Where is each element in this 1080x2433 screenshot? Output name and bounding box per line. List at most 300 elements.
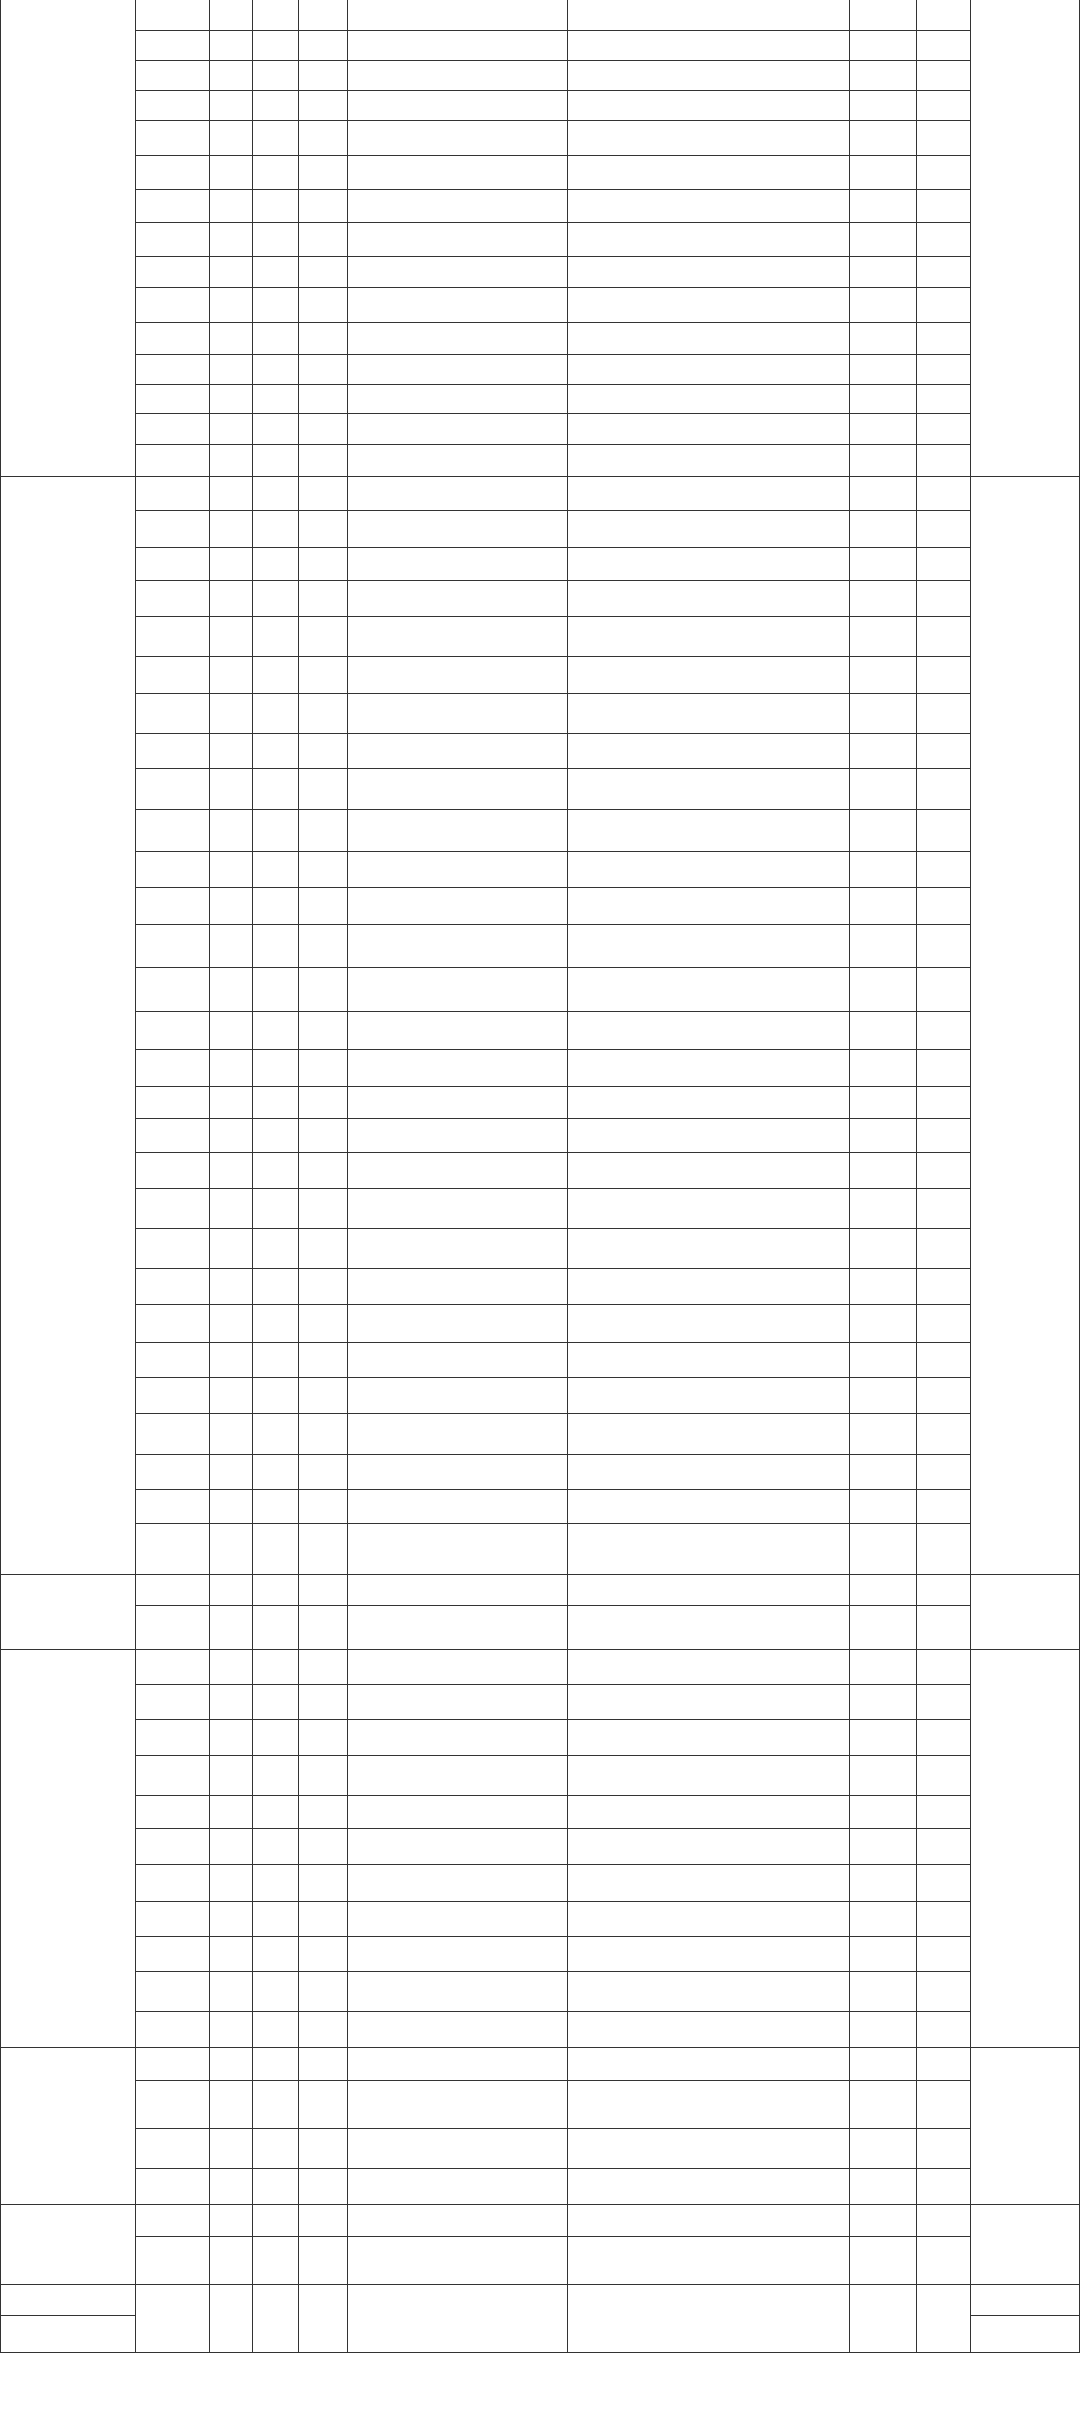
major-cell: [347, 120, 567, 155]
education-cell: [252, 256, 298, 287]
education-cell: [252, 1828, 298, 1864]
count-cell: [209, 809, 252, 851]
major-cell: [347, 1684, 567, 1719]
degree-cell: [298, 1523, 347, 1574]
ratio-cell: [916, 1118, 970, 1152]
position-cell: [135, 1049, 209, 1086]
education-cell: [252, 287, 298, 322]
major-cell: [347, 1268, 567, 1304]
degree-cell: [298, 1719, 347, 1755]
education-cell: [252, 354, 298, 384]
major-cell: [347, 1118, 567, 1152]
ratio-cell: [916, 887, 970, 924]
requirement-cell: [567, 322, 849, 354]
count-cell: [209, 30, 252, 60]
position-cell: [135, 1574, 209, 1605]
degree-cell: [298, 322, 347, 354]
exam-cell: [849, 1489, 916, 1523]
degree-cell: [298, 444, 347, 476]
position-cell: [135, 354, 209, 384]
degree-cell: [298, 1342, 347, 1377]
degree-cell: [298, 287, 347, 322]
ratio-cell: [916, 1719, 970, 1755]
exam-cell: [849, 354, 916, 384]
exam-cell: [849, 1649, 916, 1684]
exam-cell: [849, 1304, 916, 1342]
count-cell: [209, 1684, 252, 1719]
position-cell: [135, 733, 209, 768]
ratio-cell: [916, 1011, 970, 1049]
count-cell: [209, 1413, 252, 1454]
ratio-cell: [916, 924, 970, 967]
requirement-cell: [567, 1605, 849, 1649]
exam-cell: [849, 1342, 916, 1377]
exam-cell: [849, 1684, 916, 1719]
table-bottom-border: [0, 2352, 1080, 2353]
count-cell: [209, 1152, 252, 1188]
education-cell: [252, 120, 298, 155]
contact-cell: [970, 0, 1080, 476]
ratio-cell: [916, 476, 970, 510]
count-cell: [209, 768, 252, 809]
count-cell: [209, 189, 252, 222]
education-cell: [252, 2080, 298, 2128]
education-cell: [252, 1188, 298, 1228]
total-count: [209, 2315, 252, 2352]
exam-cell: [849, 1268, 916, 1304]
count-cell: [209, 1719, 252, 1755]
major-cell: [347, 1901, 567, 1936]
degree-cell: [298, 1489, 347, 1523]
contact-cell: [970, 2047, 1080, 2204]
requirement-cell: [567, 256, 849, 287]
requirement-cell: [567, 2011, 849, 2047]
degree-cell: [298, 1118, 347, 1152]
requirement-cell: [567, 1684, 849, 1719]
exam-cell: [849, 1049, 916, 1086]
ratio-cell: [916, 809, 970, 851]
ratio-cell: [916, 1605, 970, 1649]
count-cell: [209, 222, 252, 256]
count-cell: [209, 656, 252, 693]
requirement-cell: [567, 30, 849, 60]
major-cell: [347, 90, 567, 120]
count-cell: [209, 2168, 252, 2204]
major-cell: [347, 444, 567, 476]
position-cell: [135, 2128, 209, 2168]
education-cell: [252, 1304, 298, 1342]
position-cell: [135, 1719, 209, 1755]
column-border: [209, 0, 210, 2352]
ratio-cell: [916, 1228, 970, 1268]
unit-cell: [0, 2284, 135, 2315]
ratio-cell: [916, 693, 970, 733]
ratio-cell: [916, 60, 970, 90]
requirement-cell: [567, 1828, 849, 1864]
position-cell: [135, 924, 209, 967]
major-cell: [347, 189, 567, 222]
position-cell: [135, 547, 209, 580]
ratio-cell: [916, 2128, 970, 2168]
count-cell: [209, 1574, 252, 1605]
count-cell: [209, 444, 252, 476]
exam-cell: [849, 733, 916, 768]
ratio-cell: [916, 287, 970, 322]
degree-cell: [298, 256, 347, 287]
education-cell: [252, 1901, 298, 1936]
ratio-cell: [916, 413, 970, 444]
count-cell: [209, 384, 252, 413]
requirement-cell: [567, 1086, 849, 1118]
position-cell: [135, 1936, 209, 1971]
education-cell: [252, 1011, 298, 1049]
major-cell: [347, 2011, 567, 2047]
exam-cell: [849, 1086, 916, 1118]
exam-cell: [849, 1828, 916, 1864]
requirement-cell: [567, 1118, 849, 1152]
position-cell: [135, 1684, 209, 1719]
degree-cell: [298, 2128, 347, 2168]
education-cell: [252, 924, 298, 967]
requirement-cell: [567, 2204, 849, 2236]
position-cell: [135, 1454, 209, 1489]
major-cell: [347, 1574, 567, 1605]
count-cell: [209, 60, 252, 90]
requirement-cell: [567, 90, 849, 120]
exam-cell: [849, 1228, 916, 1268]
requirement-cell: [567, 444, 849, 476]
exam-cell: [849, 1152, 916, 1188]
requirement-cell: [567, 222, 849, 256]
count-cell: [209, 924, 252, 967]
count-cell: [209, 1901, 252, 1936]
degree-cell: [298, 1086, 347, 1118]
education-cell: [252, 413, 298, 444]
count-cell: [209, 1011, 252, 1049]
exam-cell: [849, 1936, 916, 1971]
exam-cell: [849, 2204, 916, 2236]
ratio-cell: [916, 1936, 970, 1971]
count-cell: [209, 256, 252, 287]
ratio-cell: [916, 580, 970, 616]
requirement-cell: [567, 1228, 849, 1268]
major-cell: [347, 256, 567, 287]
count-cell: [209, 413, 252, 444]
degree-cell: [298, 120, 347, 155]
requirement-cell: [567, 1901, 849, 1936]
requirement-cell: [567, 155, 849, 189]
exam-cell: [849, 1011, 916, 1049]
major-cell: [347, 547, 567, 580]
exam-cell: [849, 1901, 916, 1936]
major-cell: [347, 1342, 567, 1377]
degree-cell: [298, 1864, 347, 1901]
count-cell: [209, 1864, 252, 1901]
degree-cell: [298, 222, 347, 256]
count-cell: [209, 476, 252, 510]
exam-cell: [849, 413, 916, 444]
position-cell: [135, 476, 209, 510]
position-cell: [135, 851, 209, 887]
position-cell: [135, 287, 209, 322]
requirement-cell: [567, 1795, 849, 1828]
position-cell: [135, 1413, 209, 1454]
ratio-cell: [916, 1454, 970, 1489]
degree-cell: [298, 1228, 347, 1268]
degree-cell: [298, 809, 347, 851]
education-cell: [252, 1936, 298, 1971]
education-cell: [252, 1574, 298, 1605]
column-border: [567, 0, 568, 2352]
position-cell: [135, 616, 209, 656]
position-cell: [135, 2204, 209, 2236]
education-cell: [252, 189, 298, 222]
exam-cell: [849, 256, 916, 287]
ratio-cell: [916, 1684, 970, 1719]
major-cell: [347, 30, 567, 60]
education-cell: [252, 30, 298, 60]
position-cell: [135, 189, 209, 222]
unit-cell: [0, 476, 135, 1574]
ratio-cell: [916, 0, 970, 30]
major-cell: [347, 413, 567, 444]
count-cell: [209, 693, 252, 733]
requirement-cell: [567, 1188, 849, 1228]
exam-cell: [849, 656, 916, 693]
major-cell: [347, 1413, 567, 1454]
exam-cell: [849, 2011, 916, 2047]
exam-cell: [849, 616, 916, 656]
position-cell: [135, 580, 209, 616]
major-cell: [347, 1523, 567, 1574]
requirement-cell: [567, 924, 849, 967]
requirement-cell: [567, 693, 849, 733]
position-cell: [135, 1118, 209, 1152]
requirement-cell: [567, 967, 849, 1011]
requirement-cell: [567, 189, 849, 222]
degree-cell: [298, 2047, 347, 2080]
major-cell: [347, 384, 567, 413]
ratio-cell: [916, 1152, 970, 1188]
major-cell: [347, 222, 567, 256]
column-border: [298, 0, 299, 2352]
ratio-cell: [916, 1413, 970, 1454]
requirement-cell: [567, 2168, 849, 2204]
major-cell: [347, 155, 567, 189]
position-cell: [135, 1523, 209, 1574]
position-cell: [135, 1377, 209, 1413]
requirement-cell: [567, 0, 849, 30]
major-cell: [347, 1605, 567, 1649]
count-cell: [209, 90, 252, 120]
requirement-cell: [567, 580, 849, 616]
count-cell: [209, 510, 252, 547]
exam-cell: [849, 1188, 916, 1228]
degree-cell: [298, 476, 347, 510]
degree-cell: [298, 851, 347, 887]
education-cell: [252, 1489, 298, 1523]
major-cell: [347, 924, 567, 967]
position-cell: [135, 656, 209, 693]
ratio-cell: [916, 155, 970, 189]
column-border: [916, 0, 917, 2352]
count-cell: [209, 851, 252, 887]
count-cell: [209, 1118, 252, 1152]
position-cell: [135, 60, 209, 90]
count-cell: [209, 1377, 252, 1413]
degree-cell: [298, 1454, 347, 1489]
requirement-cell: [567, 1755, 849, 1795]
ratio-cell: [916, 1049, 970, 1086]
contact-cell: [970, 2204, 1080, 2284]
degree-cell: [298, 155, 347, 189]
education-cell: [252, 1086, 298, 1118]
column-border: [970, 0, 971, 2352]
major-cell: [347, 580, 567, 616]
requirement-cell: [567, 1864, 849, 1901]
position-cell: [135, 1795, 209, 1828]
exam-cell: [849, 510, 916, 547]
education-cell: [252, 2128, 298, 2168]
major-cell: [347, 1828, 567, 1864]
requirement-cell: [567, 354, 849, 384]
degree-cell: [298, 1304, 347, 1342]
major-cell: [347, 476, 567, 510]
degree-cell: [298, 887, 347, 924]
ratio-cell: [916, 2168, 970, 2204]
requirement-cell: [567, 413, 849, 444]
education-cell: [252, 887, 298, 924]
position-cell: [135, 1268, 209, 1304]
education-cell: [252, 2011, 298, 2047]
exam-cell: [849, 1454, 916, 1489]
ratio-cell: [916, 768, 970, 809]
ratio-cell: [916, 120, 970, 155]
exam-cell: [849, 2236, 916, 2284]
ratio-cell: [916, 1304, 970, 1342]
requirement-cell: [567, 1649, 849, 1684]
education-cell: [252, 155, 298, 189]
degree-cell: [298, 1377, 347, 1413]
degree-cell: [298, 1649, 347, 1684]
requirement-cell: [567, 1454, 849, 1489]
degree-cell: [298, 354, 347, 384]
major-cell: [347, 1377, 567, 1413]
exam-cell: [849, 2128, 916, 2168]
major-cell: [347, 1489, 567, 1523]
education-cell: [252, 1971, 298, 2011]
ratio-cell: [916, 967, 970, 1011]
exam-cell: [849, 155, 916, 189]
ratio-cell: [916, 2047, 970, 2080]
degree-cell: [298, 1152, 347, 1188]
degree-cell: [298, 616, 347, 656]
count-cell: [209, 155, 252, 189]
position-cell: [135, 768, 209, 809]
position-cell: [135, 1901, 209, 1936]
column-border: [849, 0, 850, 2352]
education-cell: [252, 510, 298, 547]
position-cell: [135, 1489, 209, 1523]
exam-cell: [849, 1413, 916, 1454]
education-cell: [252, 1377, 298, 1413]
contact-cell: [970, 1649, 1080, 2047]
degree-cell: [298, 1049, 347, 1086]
major-cell: [347, 1304, 567, 1342]
ratio-cell: [916, 322, 970, 354]
degree-cell: [298, 413, 347, 444]
exam-cell: [849, 1574, 916, 1605]
position-cell: [135, 1011, 209, 1049]
position-cell: [135, 1152, 209, 1188]
degree-cell: [298, 733, 347, 768]
column-border: [252, 0, 253, 2352]
requirement-cell: [567, 287, 849, 322]
major-cell: [347, 2047, 567, 2080]
exam-cell: [849, 809, 916, 851]
education-cell: [252, 476, 298, 510]
degree-cell: [298, 1605, 347, 1649]
education-cell: [252, 809, 298, 851]
count-cell: [209, 1228, 252, 1268]
degree-cell: [298, 510, 347, 547]
degree-cell: [298, 384, 347, 413]
exam-cell: [849, 1971, 916, 2011]
count-cell: [209, 2236, 252, 2284]
ratio-cell: [916, 354, 970, 384]
degree-cell: [298, 967, 347, 1011]
ratio-cell: [916, 1828, 970, 1864]
requirement-cell: [567, 1413, 849, 1454]
degree-cell: [298, 1413, 347, 1454]
ratio-cell: [916, 733, 970, 768]
exam-cell: [849, 384, 916, 413]
group-divider: [970, 2315, 1080, 2316]
requirement-cell: [567, 120, 849, 155]
exam-cell: [849, 1118, 916, 1152]
major-cell: [347, 1936, 567, 1971]
unit-cell: [0, 2204, 135, 2284]
ratio-cell: [916, 1864, 970, 1901]
education-cell: [252, 693, 298, 733]
major-cell: [347, 1795, 567, 1828]
position-cell: [135, 1755, 209, 1795]
major-cell: [347, 1864, 567, 1901]
ratio-cell: [916, 1649, 970, 1684]
requirement-cell: [567, 656, 849, 693]
degree-cell: [298, 1828, 347, 1864]
major-cell: [347, 2236, 567, 2284]
education-cell: [252, 1049, 298, 1086]
education-cell: [252, 656, 298, 693]
position-cell: [135, 2236, 209, 2284]
requirement-cell: [567, 887, 849, 924]
exam-cell: [849, 1864, 916, 1901]
count-cell: [209, 354, 252, 384]
major-cell: [347, 287, 567, 322]
major-cell: [347, 322, 567, 354]
position-cell: [135, 1864, 209, 1901]
requirement-cell: [567, 510, 849, 547]
ratio-cell: [916, 2080, 970, 2128]
education-cell: [252, 733, 298, 768]
count-cell: [209, 1454, 252, 1489]
requirement-cell: [567, 1377, 849, 1413]
count-cell: [209, 1049, 252, 1086]
count-cell: [209, 887, 252, 924]
position-cell: [135, 2011, 209, 2047]
degree-cell: [298, 1755, 347, 1795]
